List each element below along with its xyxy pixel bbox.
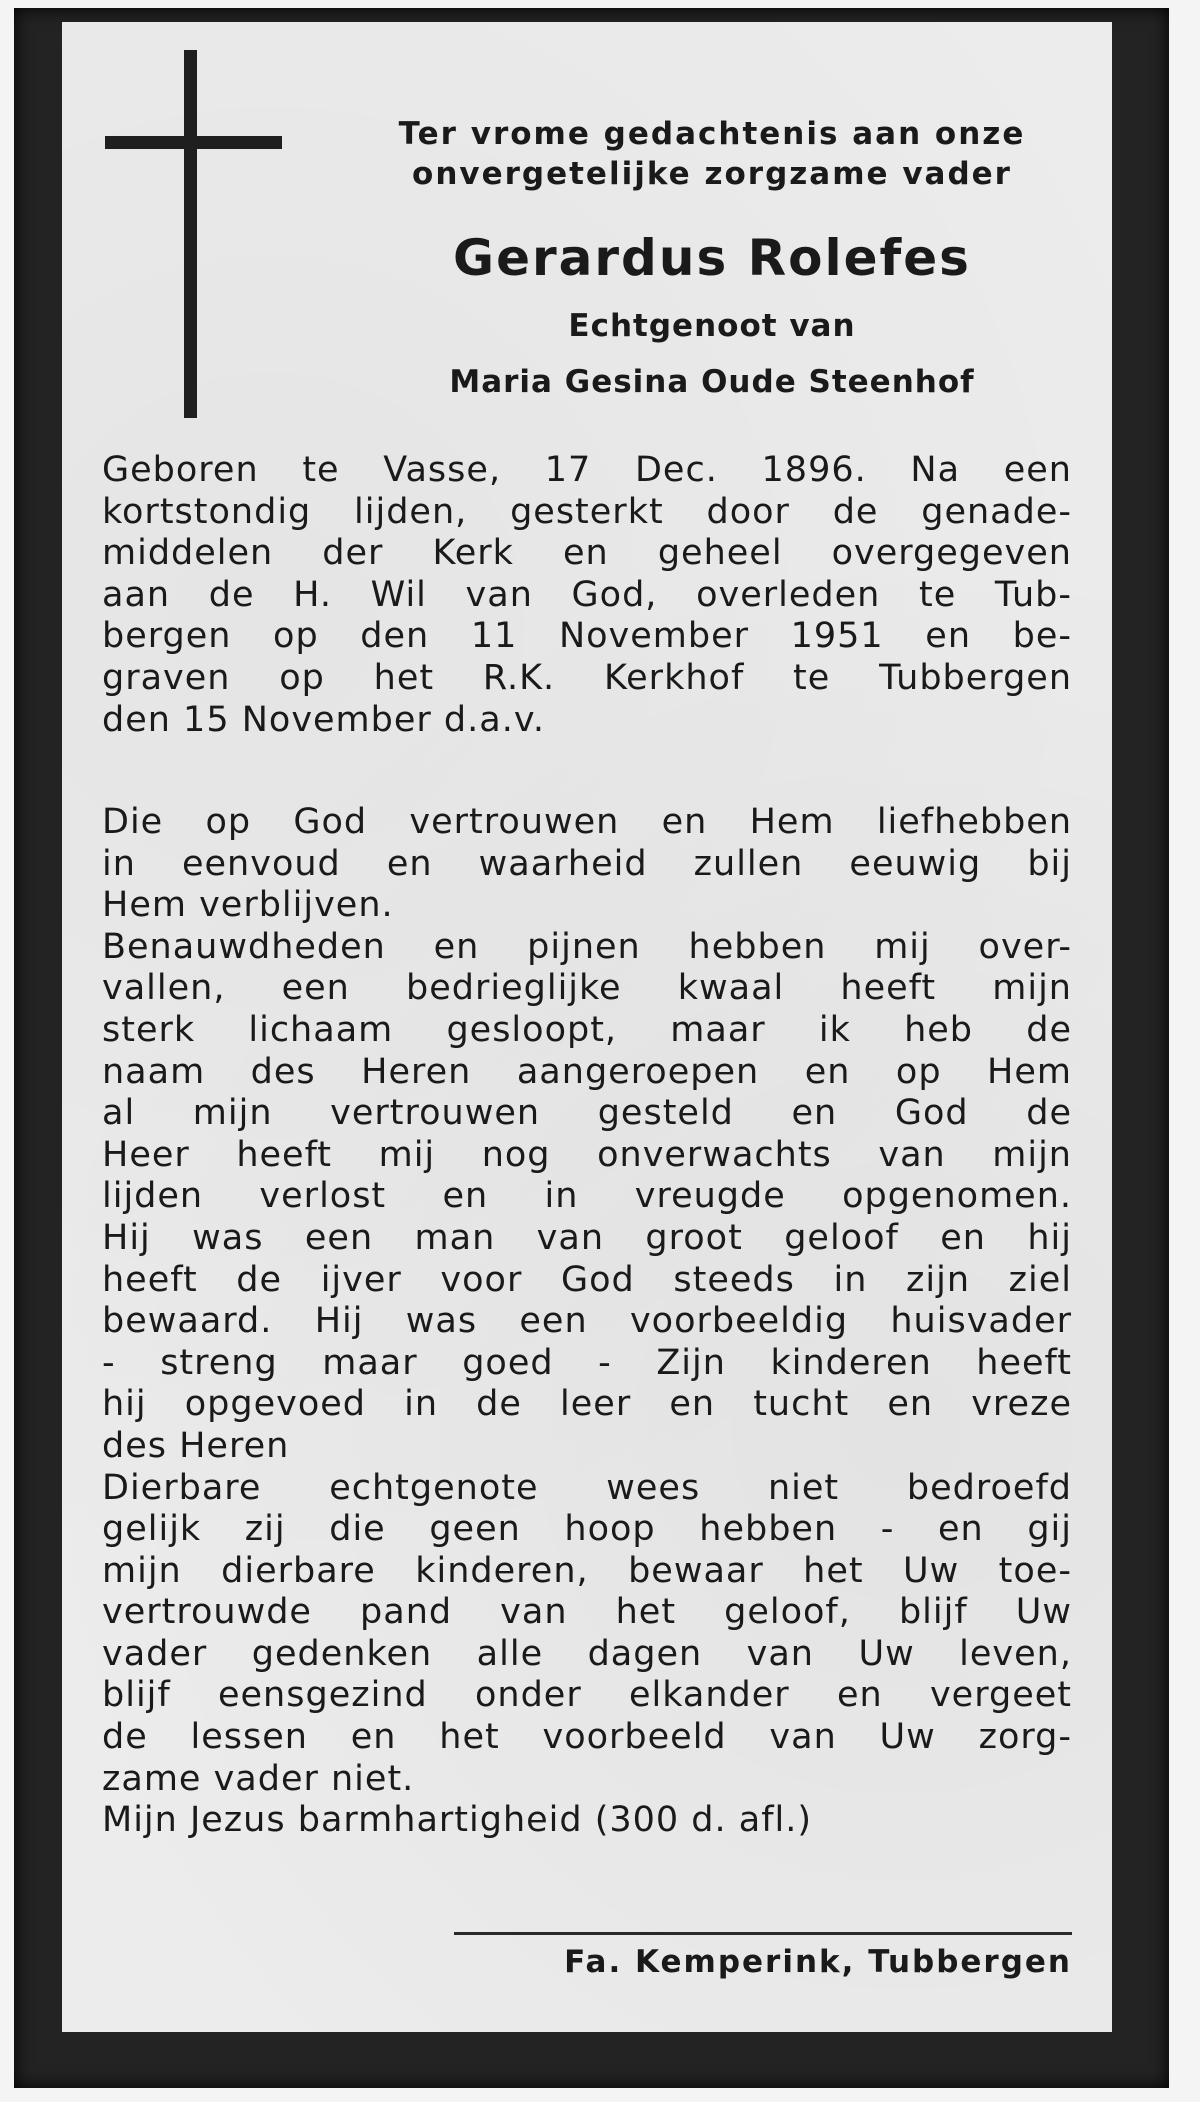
prayer-line: gelijk zij die geen hoop hebben - en gij: [102, 1509, 1072, 1550]
cross-horizontal-bar: [105, 136, 282, 149]
prayer-line: al mijn vertrouwen gesteld en God de: [102, 1093, 1072, 1134]
prayer-line: heeft de ijver voor God steeds in zijn ziel: [102, 1259, 1072, 1300]
prayer-line: Hij was een man van groot geloof en hij: [102, 1217, 1072, 1258]
prayer-line: naam des Heren aangeroepen en op Hem: [102, 1051, 1072, 1092]
prayer-line: Mijn Jezus barmhartigheid (300 d. afl.): [102, 1800, 813, 1841]
prayer-line: Benauwdheden en pijnen hebben mij over-: [102, 926, 1072, 967]
bio-line: middelen der Kerk en geheel overgegeven: [102, 533, 1072, 574]
bio-line: kortstondig lijden, gesterkt door de genade-: [102, 491, 1072, 532]
prayer-line: sterk lichaam gesloopt, maar ik heb de: [102, 1009, 1072, 1050]
card-header: [362, 114, 1062, 402]
prayer-line: Hem verblijven.: [102, 885, 394, 926]
spouse-label: Echtgenoot van: [568, 308, 856, 344]
prayer-line: Die op God vertrouwen en Hem liefhebben: [102, 802, 1072, 842]
prayer-line: blijf eensgezind onder elkander en vergeet: [102, 1675, 1072, 1716]
prayer-line: lijden verlost en in vreugde opgenomen.: [102, 1176, 1072, 1217]
biography-paragraph: [102, 450, 1072, 741]
prayer-line: in eenvoud en waarheid zullen eeuwig bij: [102, 843, 1072, 884]
intro-line: onvergetelijke zorgzame vader: [412, 156, 1012, 192]
bio-line: aan de H. Wil van God, overleden te Tub-: [102, 574, 1072, 615]
spouse-name: Maria Gesina Oude Steenhof: [449, 364, 975, 400]
memorial-card: [62, 22, 1112, 2032]
intro-line: Ter vrome gedachtenis aan onze: [398, 116, 1026, 152]
prayer-line: mijn dierbare kinderen, bewaar het Uw toe-: [102, 1550, 1072, 1591]
prayer-line: bewaard. Hij was een voorbeeldig huisvader: [102, 1301, 1072, 1342]
bio-line: Geboren te Vasse, 17 Dec. 1896. Na een: [102, 450, 1072, 490]
deceased-name: Gerardus Rolefes: [453, 229, 971, 287]
prayer-line: Dierbare echtgenote wees niet bedroefd: [102, 1467, 1072, 1508]
prayer-line: vertrouwde pand van het geloof, blijf Uw: [102, 1592, 1072, 1633]
bio-line: den 15 November d.a.v.: [102, 699, 545, 740]
bio-line: graven op het R.K. Kerkhof te Tubbergen: [102, 657, 1072, 698]
prayer-line: de lessen en het voorbeeld van Uw zorg-: [102, 1717, 1072, 1758]
prayer-line: des Heren: [102, 1425, 290, 1466]
prayer-line: vader gedenken alle dagen van Uw leven,: [102, 1633, 1072, 1674]
bio-line: bergen op den 11 November 1951 en be-: [102, 616, 1072, 657]
prayer-line: vallen, een bedrieglijke kwaal heeft mijn: [102, 968, 1072, 1009]
prayer-text: [102, 802, 1072, 1842]
printer-credit: Fa. Kemperink, Tubbergen: [564, 1944, 1072, 1980]
prayer-line: Heer heeft mij nog onverwachts van mijn: [102, 1134, 1072, 1175]
cross-vertical-bar: [184, 50, 197, 418]
prayer-line: hij opgevoed in de leer en tucht en vreze: [102, 1384, 1072, 1425]
prayer-line: zame vader niet.: [102, 1758, 415, 1799]
prayer-line: - streng maar goed - Zijn kinderen heeft: [102, 1342, 1072, 1383]
footer-divider: [454, 1932, 1072, 1935]
